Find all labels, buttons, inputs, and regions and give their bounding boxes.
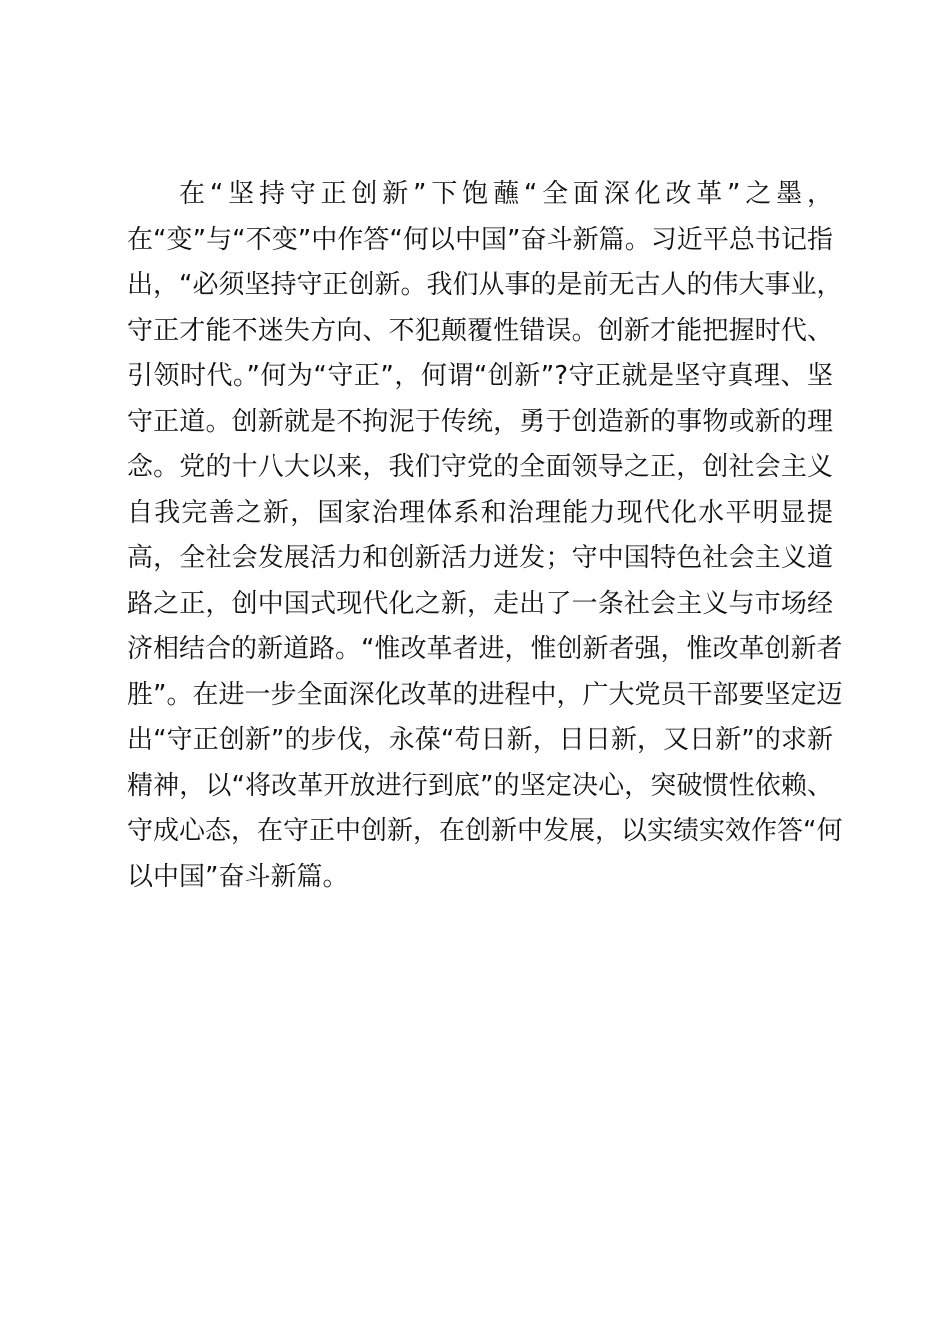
paragraph-line: 出，“必须坚持守正创新。我们从事的是前无古人的伟大事业， <box>127 270 843 300</box>
body-paragraph <box>127 172 843 900</box>
paragraph-line: 济相结合的新道路。“惟改革者进，惟创新者强，惟改革创新者 <box>127 634 843 664</box>
paragraph-line: 守成心态，在守正中创新，在创新中发展，以实绩实效作答“何 <box>127 816 843 846</box>
paragraph-line: 在“变”与“不变”中作答“何以中国”奋斗新篇。习近平总书记指 <box>127 224 833 255</box>
paragraph-line: 路之正，创中国式现代化之新，走出了一条社会主义与市场经 <box>127 588 833 619</box>
paragraph-line: 守正道。创新就是不拘泥于传统，勇于创造新的事物或新的理 <box>127 406 833 437</box>
paragraph-line: 胜”。在进一步全面深化改革的进程中，广大党员干部要坚定迈 <box>127 679 843 710</box>
paragraph-line: 自我完善之新，国家治理体系和治理能力现代化水平明显提 <box>127 497 833 528</box>
paragraph-line: 出“守正创新”的步伐，永葆“苟日新，日日新，又日新”的求新 <box>127 725 833 755</box>
paragraph-line: 精神，以“将改革开放进行到底”的坚定决心，突破惯性依赖、 <box>127 770 833 801</box>
paragraph-line: 高，全社会发展活力和创新活力迸发；守中国特色社会主义道 <box>127 543 833 573</box>
paragraph-line: 在“坚持守正创新”下饱蘸“全面深化改革”之墨， <box>179 179 833 209</box>
paragraph-line: 守正才能不迷失方向、不犯颠覆性错误。创新才能把握时代、 <box>127 315 833 346</box>
paragraph-line: 念。党的十八大以来，我们守党的全面领导之正，创社会主义 <box>127 452 833 482</box>
paragraph-line: 以中国”奋斗新篇。 <box>127 861 349 892</box>
paragraph-line: 引领时代。”何为“守正”，何谓“创新”?守正就是坚守真理、坚 <box>127 361 833 391</box>
